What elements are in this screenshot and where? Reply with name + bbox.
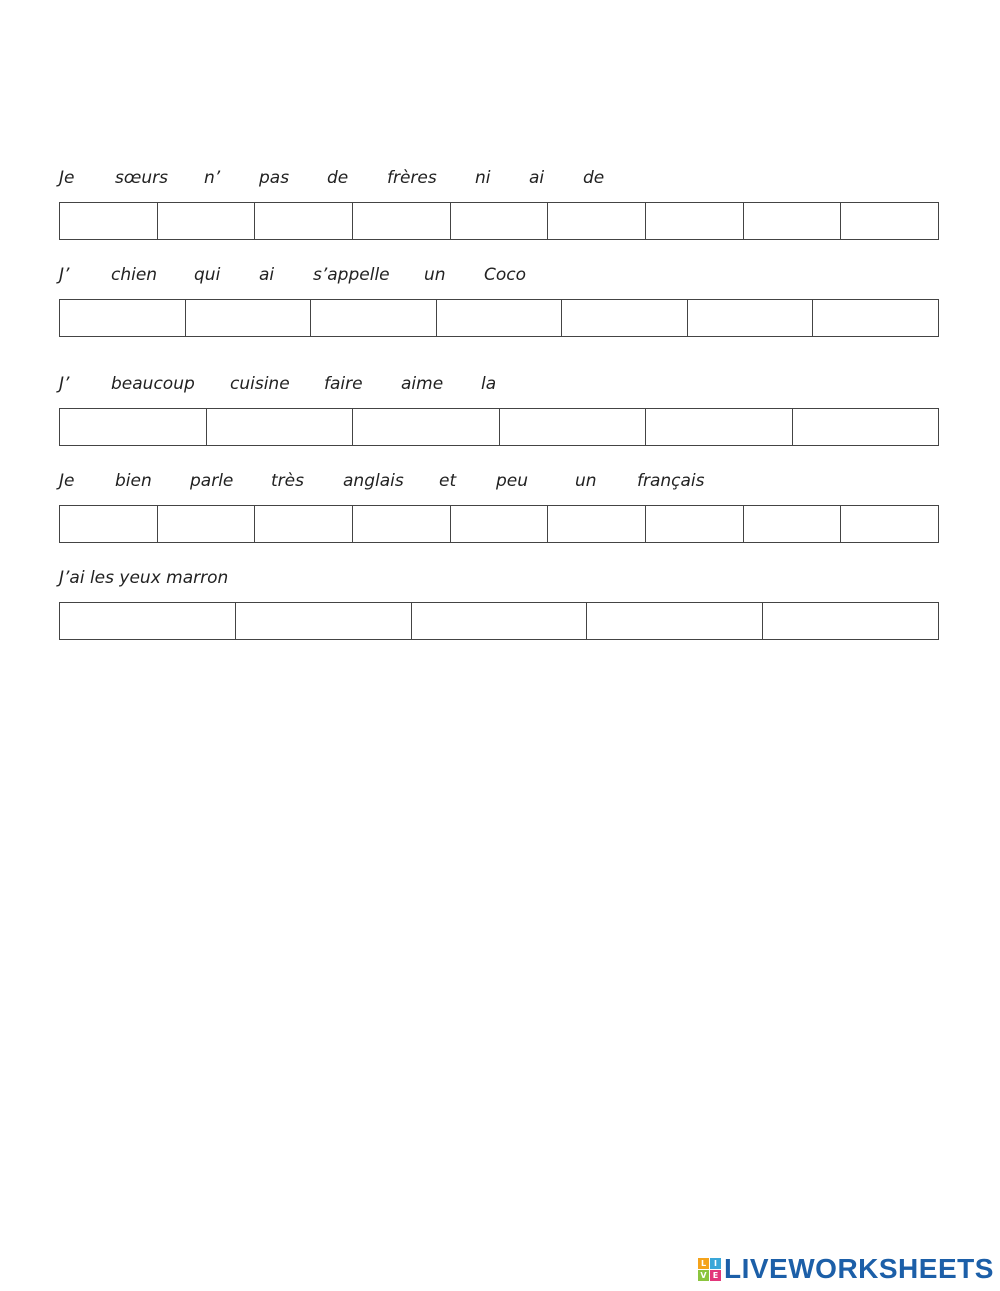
answer-box[interactable] <box>158 203 256 239</box>
word: un <box>424 265 446 285</box>
word: frères <box>387 168 437 188</box>
word: qui <box>194 265 221 285</box>
word: bien <box>115 471 152 491</box>
word: parle <box>190 471 234 491</box>
word: Je <box>59 168 75 188</box>
word-bank <box>59 471 939 495</box>
answer-box[interactable] <box>60 203 158 239</box>
word: peu <box>496 471 529 491</box>
word: ai <box>259 265 275 285</box>
exercise-2 <box>59 265 939 337</box>
word: faire <box>324 374 363 394</box>
exercise-3 <box>59 374 939 446</box>
word: aime <box>401 374 444 394</box>
answer-box[interactable] <box>500 409 647 445</box>
word: J’ <box>59 265 70 285</box>
logo-letter: I <box>710 1258 721 1269</box>
word: très <box>271 471 304 491</box>
exercise-1 <box>59 168 939 240</box>
answer-box[interactable] <box>813 300 938 336</box>
answer-box[interactable] <box>353 506 451 542</box>
answer-box[interactable] <box>353 203 451 239</box>
answer-row <box>59 408 939 446</box>
exercise-4 <box>59 471 939 543</box>
brand-name: LIVEWORKSHEETS <box>724 1253 994 1284</box>
answer-box[interactable] <box>60 409 207 445</box>
word: beaucoup <box>111 374 195 394</box>
answer-box[interactable] <box>60 300 186 336</box>
live-icon <box>698 1258 721 1281</box>
word: pas <box>259 168 290 188</box>
answer-box[interactable] <box>158 506 256 542</box>
answer-box[interactable] <box>841 203 938 239</box>
answer-box[interactable] <box>793 409 939 445</box>
answer-box[interactable] <box>412 603 588 639</box>
liveworksheets-logo <box>698 1254 994 1284</box>
answer-box[interactable] <box>562 300 688 336</box>
answer-box[interactable] <box>60 506 158 542</box>
answer-box[interactable] <box>548 203 646 239</box>
answer-box[interactable] <box>186 300 312 336</box>
word-bank <box>59 265 939 289</box>
answer-row <box>59 602 939 640</box>
answer-box[interactable] <box>451 203 549 239</box>
word: français <box>637 471 705 491</box>
logo-letter: V <box>698 1270 709 1281</box>
answer-row <box>59 299 939 337</box>
word: s’appelle <box>313 265 390 285</box>
answer-row <box>59 202 939 240</box>
word: de <box>327 168 349 188</box>
answer-box[interactable] <box>451 506 549 542</box>
word: la <box>481 374 497 394</box>
word: chien <box>111 265 158 285</box>
answer-box[interactable] <box>353 409 500 445</box>
word: Je <box>59 471 75 491</box>
logo-letter: E <box>710 1270 721 1281</box>
answer-box[interactable] <box>60 603 236 639</box>
answer-box[interactable] <box>841 506 938 542</box>
answer-box[interactable] <box>236 603 412 639</box>
word: et <box>439 471 457 491</box>
answer-row <box>59 505 939 543</box>
word: J’ <box>59 374 70 394</box>
logo-letter: L <box>698 1258 709 1269</box>
answer-box[interactable] <box>763 603 938 639</box>
answer-box[interactable] <box>255 506 353 542</box>
word: ni <box>475 168 491 188</box>
sentence: J’ai les yeux marron <box>59 568 229 588</box>
answer-box[interactable] <box>255 203 353 239</box>
word: cuisine <box>230 374 290 394</box>
answer-box[interactable] <box>744 203 842 239</box>
answer-box[interactable] <box>548 506 646 542</box>
word: un <box>575 471 597 491</box>
answer-box[interactable] <box>646 203 744 239</box>
answer-box[interactable] <box>437 300 563 336</box>
word: Coco <box>484 265 527 285</box>
answer-box[interactable] <box>207 409 354 445</box>
answer-box[interactable] <box>646 506 744 542</box>
word: sœurs <box>115 168 168 188</box>
answer-box[interactable] <box>311 300 437 336</box>
answer-box[interactable] <box>688 300 814 336</box>
word: n’ <box>204 168 221 188</box>
answer-box[interactable] <box>646 409 793 445</box>
word: de <box>583 168 605 188</box>
answer-box[interactable] <box>587 603 763 639</box>
word-bank <box>59 168 939 192</box>
word-bank <box>59 374 939 398</box>
word: ai <box>529 168 545 188</box>
exercise-5 <box>59 568 939 640</box>
answer-box[interactable] <box>744 506 842 542</box>
word: anglais <box>343 471 404 491</box>
